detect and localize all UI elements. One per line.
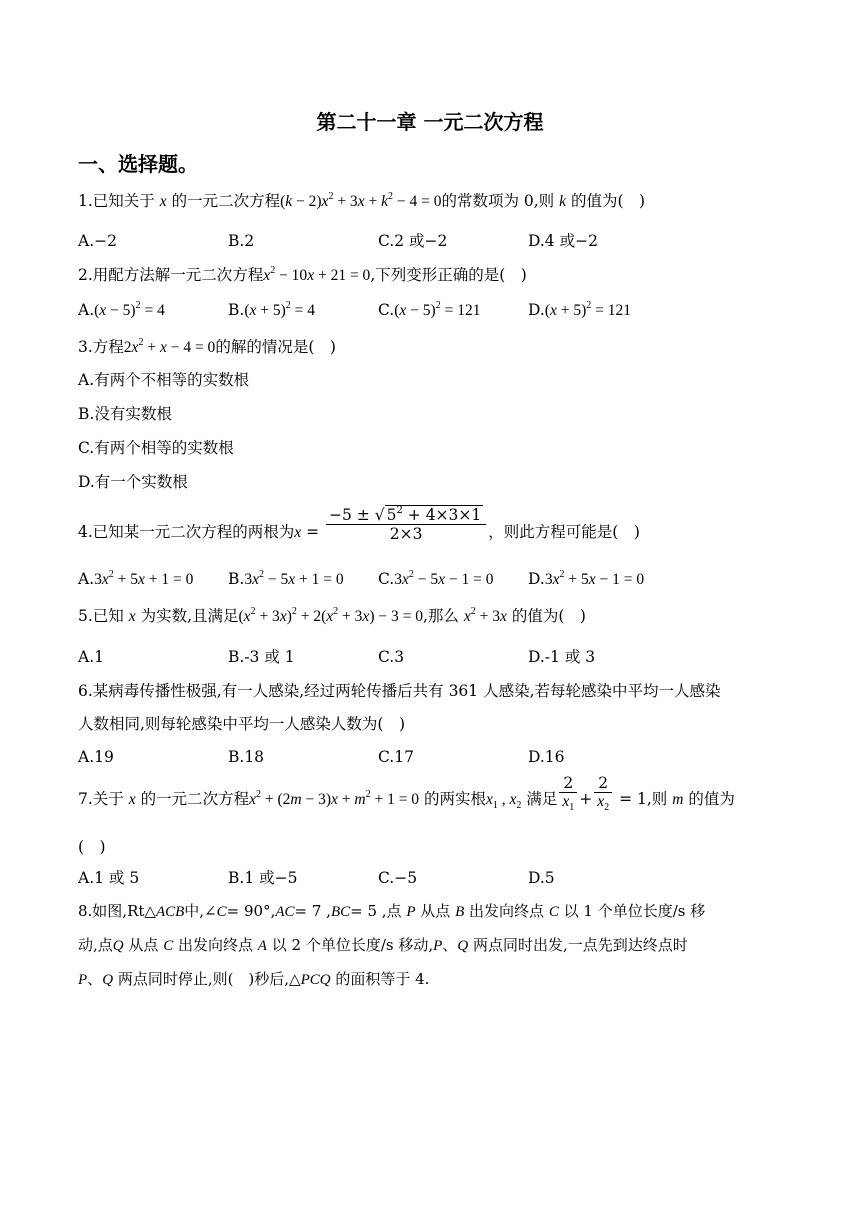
q2-option-a: $A.(x - 5)^2 = 4$ [78,300,165,319]
q2-option-d: $D.(x + 5)^2 = 121$ [528,300,632,319]
question-8-line-3: P、Q 两点同时停止,则( )秒后,△PCQ 的面积等于 4. [78,970,430,988]
question-7-line-2: ( ) [78,838,106,856]
q3-option-a: A.有两个不相等的实数根 [78,371,250,389]
q4-option-c: $C.3x^2 - 5x - 1 = 0$ [378,569,494,588]
q1-option-a: A.−2 [78,232,117,250]
q2-option-b: $B.(x + 5)^2 = 4$ [228,300,316,319]
q1-option-c: C.2 或−2 [378,232,448,250]
q5-option-b: B.-3 或 1 [228,648,295,666]
question-5: 5.已知 x 为实数,且满足$(x^2 + 3x)^2 + 2(x^2 + 3x) - 3 = 0$,那么 $x^2 + 3x$ 的值为( ) [78,606,586,625]
q7-option-b: B.1 或−5 [228,869,298,887]
q5-option-d: D.-1 或 3 [528,648,596,666]
q4-option-d: $D.3x^2 + 5x - 1 = 0$ [528,569,645,588]
question-6-line-2: 人数相同,则每轮感染中平均一人感染人数为( ) [78,715,406,733]
q5-option-a: A.1 [78,648,104,666]
question-6-line-1: 6.某病毒传播性极强,有一人感染,经过两轮传播后共有 361 人感染,若每轮感染中平均一人感染 [78,682,721,700]
question-4: 4.已知某一元二次方程的两根为x = $\frac{-5 \pm √ 5^2 + 4\times 3\times 1}{2\times 3}$ ，则此方程可能是( ) [78,504,640,543]
q4-option-a: $A.3x^2 + 5x + 1 = 0$ [78,569,194,588]
q4-option-b: $B.3x^2 - 5x + 1 = 0$ [228,569,344,588]
q1-option-d: D.4 或−2 [528,232,598,250]
q6-option-b: B.18 [228,748,265,766]
page-title: 第二十一章 一元二次方程 [316,110,544,134]
q7-option-c: C.−5 [378,869,418,887]
q3-option-c: C.有两个相等的实数根 [78,439,234,457]
question-8-line-2: 动,点Q 从点 C 出发向终点 A 以 2 个单位长度/s 移动,P、Q 两点同时出发,一点先到达终点时 [78,936,688,954]
question-1: 1.已知关于 x 的一元二次方程$(k - 2)x^2 + 3x + k^2 - 4 = 0$的常数项为 0,则 k 的值为( ) [78,191,646,210]
question-8-line-1: 8.如图,Rt△ACB中,∠C= 90°,AC= 7 ,BC= 5 ,点 P 从点 B 出发向终点 C 以 1 个单位长度/s 移 [78,902,706,920]
q3-option-d: D.有一个实数根 [78,473,188,491]
q5-option-c: C.3 [378,648,405,666]
question-2: 2.用配方法解一元二次方程$x^2 - 10x + 21 = 0$,下列变形正确的是( ) [78,265,527,284]
q1-option-b: B.2 [228,232,255,250]
q6-option-c: C.17 [378,748,414,766]
q7-option-d: D.5 [528,869,555,887]
q6-option-a: A.19 [78,748,114,766]
q6-option-d: D.16 [528,748,565,766]
q2-option-c: $C.(x - 5)^2 = 121$ [378,300,481,319]
section-heading: 一、选择题。 [78,152,198,176]
question-7: 7.关于 x 的一元二次方程$x^2 + (2m - 3)x + m^2 + 1 = 0$ 的两实根$x_1$ , $x_2$ 满足 $\frac{2}{x_1}$ + $\frac{2}{x_2}$ = 1,则 m 的值为 [78,773,735,813]
q7-option-a: A.1 或 5 [78,869,140,887]
q3-option-b: B.没有实数根 [78,405,172,423]
question-3: 3.方程$2x^2 + x - 4 = 0$的解的情况是( ) [78,337,336,356]
